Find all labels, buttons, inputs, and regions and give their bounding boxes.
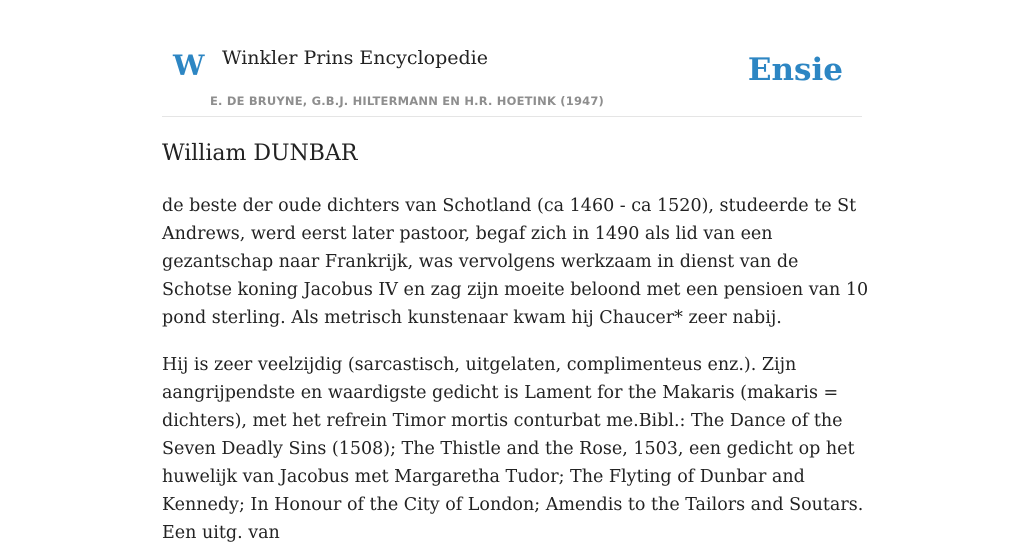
page <box>162 0 869 543</box>
source-header <box>162 0 862 117</box>
brand-logo[interactable]: Ensie <box>747 52 843 88</box>
source-title[interactable]: Winkler Prins Encyclopedie <box>222 47 488 69</box>
article-paragraph-2: Hij is zeer veelzijdig (sarcastisch, uitgelaten, complimenteus enz.). Zijn aangrijpendste en waardigste gedicht is Lament for the Makaris (makaris = dichters), met het refrein Timor mortis conturbat me.Bibl.: The Dance of the Seven Deadly Sins (1508); The Thistle and the Rose, 1503, een gedicht op het huwelijk van Jacobus met Margaretha Tudor; The Flyting of Dunbar and Kennedy; In Honour of the City of London; Amendis to the Tailors and Soutars. Een uitg. van <box>162 355 864 543</box>
article-title: William DUNBAR <box>162 141 358 166</box>
source-logo-icon[interactable]: W <box>173 49 205 82</box>
source-authors: E. DE BRUYNE, G.B.J. HILTERMANN EN H.R. HOETINK (1947) <box>210 94 605 108</box>
article-paragraph-1: de beste der oude dichters van Schotland (ca 1460 - ca 1520), studeerde te St Andrews, werd eerst later pastoor, begaf zich in 1490 als lid van een gezantschap naar Frankrijk, was vervolgens werkzaam in dienst van de Schotse koning Jacobus IV en zag zijn moeite beloond met een pensioen van 10 pond sterling. Als metrisch kunstenaar kwam hij Chaucer* zeer nabij. <box>162 196 869 328</box>
